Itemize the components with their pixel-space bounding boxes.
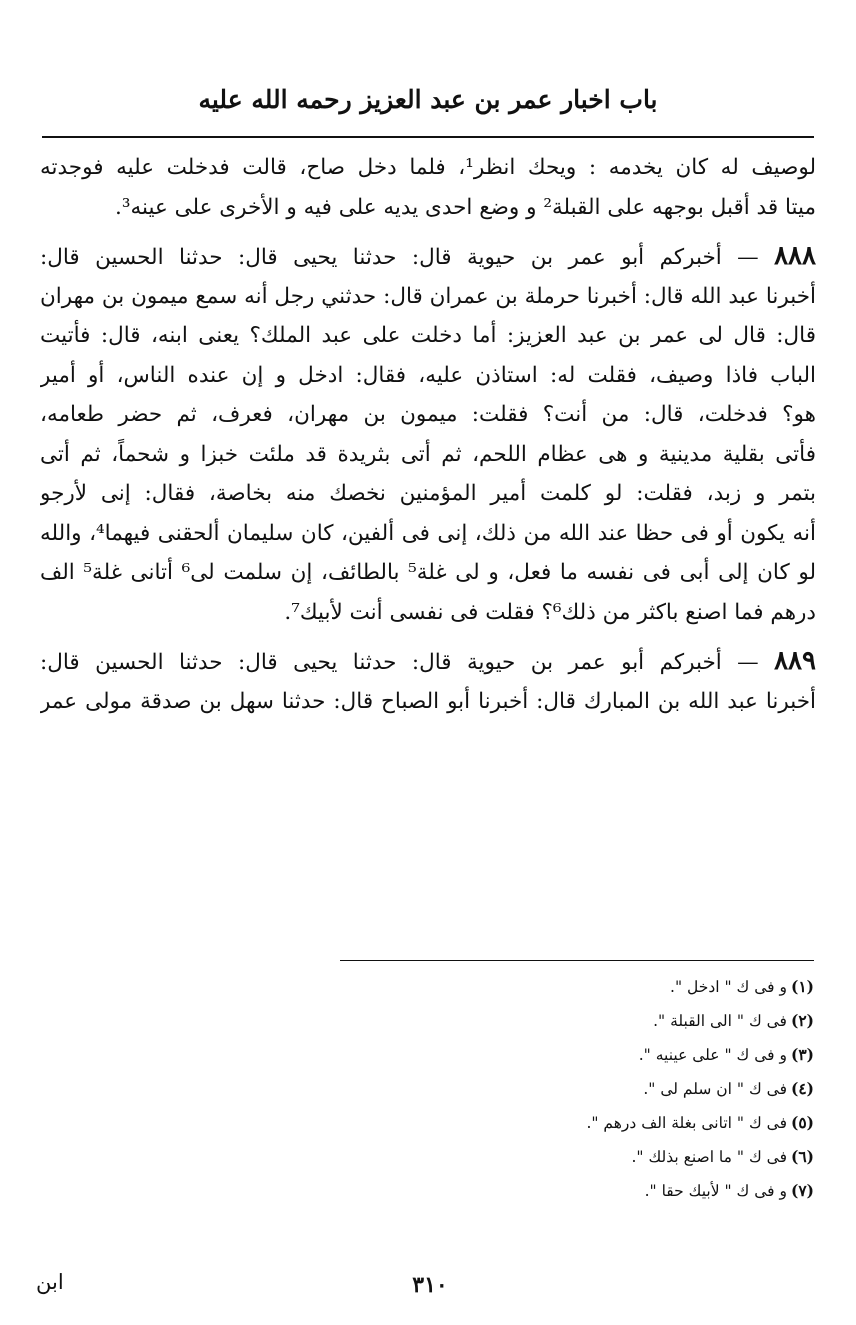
text-line: قال: قال لى عمر بن عبد العزيز: أما دخلت على عبد الملك؟ يعنى ابنه، قال: فأتيت <box>40 323 816 348</box>
text-line <box>40 642 816 682</box>
footnote-text: فى ك " ما اصنع بذلك ". <box>631 1148 787 1166</box>
text-line: درهم فما اصنع باكثر من ذلك⁶؟ فقلت فى نفسى أنت لأبيك⁷. <box>284 599 816 625</box>
running-head: باب اخبار عمر بن عبد العزيز رحمه الله عليه <box>198 85 658 114</box>
footnote-text: فى ك " الى القبلة ". <box>653 1012 787 1030</box>
text-line-content: — أخبركم أبو عمر بن حيوية قال: حدثنا يحيى قال: حدثنا الحسين قال: <box>40 245 759 270</box>
footnote-marker: (٣) <box>790 1045 814 1064</box>
footnote <box>300 1072 814 1106</box>
text-line: أنه يكون أو فى حظا عند الله من ذلك، إنى فى ألفين، كان سليمان ألحقنى فيهما⁴، والله <box>40 520 816 546</box>
footnote-marker: (٤) <box>790 1079 814 1098</box>
footnote-marker: (٢) <box>790 1011 814 1030</box>
footnotes <box>300 970 814 1208</box>
text-line-content: — أخبركم أبو عمر بن حيوية قال: حدثنا يحيى قال: حدثنا الحسين قال: <box>40 650 759 675</box>
hadith-number: ٨٨٩ <box>774 646 816 676</box>
paragraph-889 <box>40 642 816 721</box>
page-number: ٣١٠ <box>412 1272 448 1298</box>
footnote <box>300 1106 814 1140</box>
main-text <box>40 144 816 721</box>
footnote <box>300 1038 814 1072</box>
footnote-text: و فى ك " لأبيك حقا ". <box>644 1182 787 1200</box>
footnote-text: فى ك " اتانى بغلة الف درهم ". <box>586 1114 787 1132</box>
text-line <box>40 237 816 277</box>
footnote-marker: (٦) <box>790 1147 814 1166</box>
footnote-text: و فى ك " ادخل ". <box>670 978 787 996</box>
text-line: أخبرنا عبد الله قال: أخبرنا حرملة بن عمران قال: حدثني رجل أنه سمع ميمون بن مهران <box>40 283 816 309</box>
text-line: هو؟ فدخلت، قال: من أنت؟ فقلت: ميمون بن مهران، فعرف، ثم حضر طعامه، <box>40 402 816 427</box>
paragraph-continuation <box>40 148 816 227</box>
text-line: الباب فاذا وصيف، فقلت له: استاذن عليه، فقال: ادخل و إن عنده الناس، أو أمير <box>40 362 816 388</box>
footnote-divider <box>340 960 814 961</box>
text-line: بتمر و زبد، فقلت: لو كلمت أمير المؤمنين نخصك منه بخاصة، فقال: إنى لأرجو <box>40 481 816 506</box>
footnote-marker: (٥) <box>790 1113 814 1132</box>
text-line: ميتا قد أقبل بوجهه على القبلة² و وضع احدى يديه على فيه و الأخرى على عينه³. <box>114 194 816 220</box>
footnote <box>300 1004 814 1038</box>
footnote-text: و فى ك " على عينيه ". <box>638 1046 787 1064</box>
footnote <box>300 1140 814 1174</box>
footnote <box>300 970 814 1004</box>
footnote-marker: (١) <box>790 977 814 996</box>
footnote <box>300 1174 814 1208</box>
header-divider <box>42 136 814 138</box>
footnote-marker: (٧) <box>790 1181 814 1200</box>
footnote-text: فى ك " ان سلم لى ". <box>643 1080 787 1098</box>
hadith-number: ٨٨٨ <box>774 241 816 271</box>
text-line: أخبرنا عبد الله بن المبارك قال: أخبرنا أبو الصباح قال: حدثنا سهل بن صدقة مولى عمر <box>40 688 816 714</box>
text-line: لوصيف له كان يخدمه : ويحك انظر¹، فلما دخل صاح، قالت فدخلت عليه فوجدته <box>40 155 816 180</box>
text-line: لو كان إلى أبى فى نفسه ما فعل، و لى غلة⁵ بالطائف، إن سلمت لى⁶ أتانى غلة⁵ الف <box>40 560 816 585</box>
catchword: ابن <box>36 1270 64 1294</box>
paragraph-888 <box>40 237 816 632</box>
text-line: فأتى بقلية مدينية و هى عظام اللحم، ثم أتى بثريدة قد ملئت خبزا و شحماً، ثم أتى <box>40 441 816 467</box>
